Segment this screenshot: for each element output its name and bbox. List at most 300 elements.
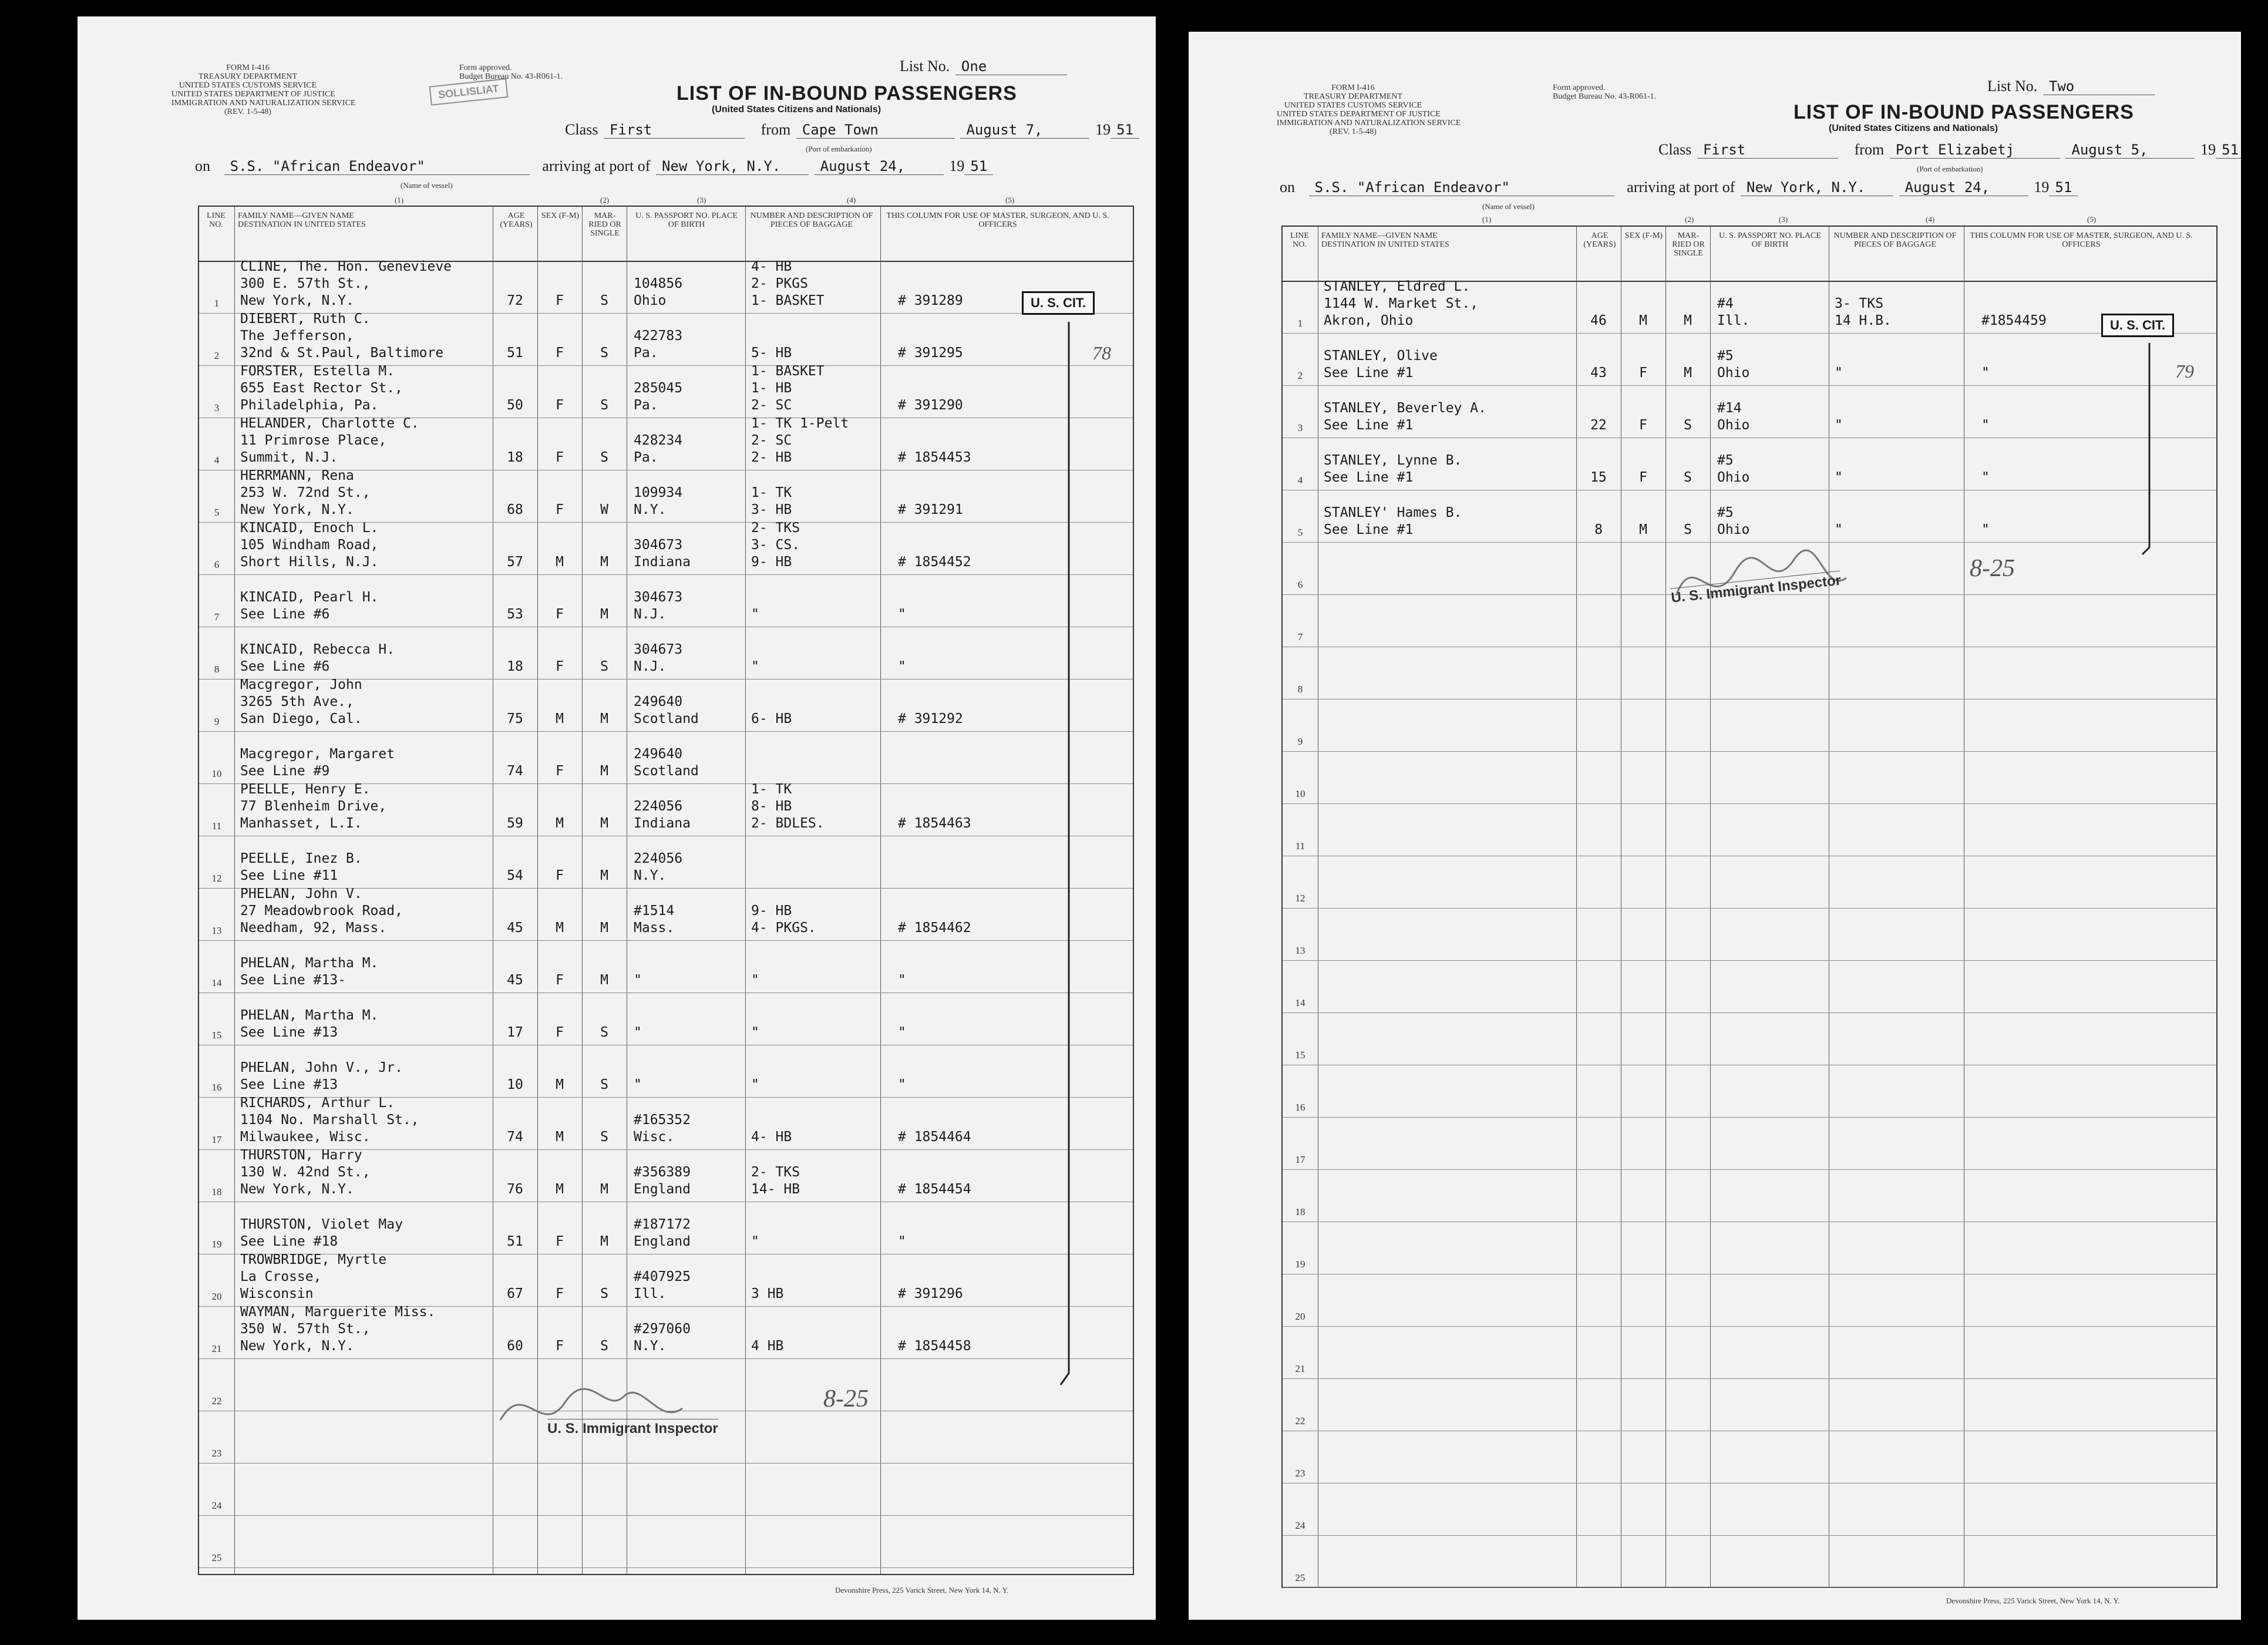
passenger-age: 18 [507,659,523,674]
passenger-name-address: TROWBRIDGE, Myrtle La Crosse, Wisconsin [240,1252,387,1301]
passenger-age: 76 [507,1182,523,1197]
officer-number: " [898,1234,906,1249]
line-number: 16 [1295,1102,1305,1113]
passenger-sex: M [556,1129,564,1145]
col-number: (3) [697,196,706,204]
line-number: 24 [1295,1520,1305,1531]
officer-number: " [1981,365,1990,381]
passport-birthplace: #356389 England [634,1165,691,1197]
line-number: 2 [1297,370,1303,381]
line-number: 4 [1297,475,1303,486]
passport-birthplace: #5 Ohio [1717,505,1750,537]
revision-date: (REV. 1-5-48) [224,107,271,116]
passenger-age: 8 [1594,522,1603,537]
passenger-age: 18 [507,450,523,465]
passenger-sex: F [556,607,564,622]
passport-birthplace: #14 Ohio [1717,401,1750,433]
baggage-description: " [751,1077,759,1092]
passport-birthplace: " [634,973,642,988]
passenger-name-address: KINCAID, Enoch L. 105 Windham Road, Short Hills, N.J. [240,520,379,570]
marital-status: M [1684,365,1692,381]
officer-number: " [898,1025,906,1040]
officer-number: " [898,607,906,622]
passenger-sex: M [556,1182,564,1197]
passenger-name-address: Macgregor, John 3265 5th Ave., San Diego, Cal. [240,677,362,726]
baggage-description: 5- HB [751,345,792,361]
line-number: 7 [1297,631,1303,642]
line-number: 2 [214,350,220,361]
passenger-age: 45 [507,973,523,988]
header-name: FAMILY NAME—GIVEN NAME DESTINATION IN UNITED STATES [1321,231,1449,249]
officer-number: " [898,973,906,988]
passenger-age: 17 [507,1025,523,1040]
line-number: 20 [1295,1311,1305,1322]
passenger-age: 60 [507,1338,523,1354]
form-title: LIST OF IN-BOUND PASSENGERS [1793,101,2134,123]
passenger-name-address: PHELAN, Martha M. See Line #13 [240,1008,379,1040]
passenger-sex: F [1639,365,1647,381]
line-number: 14 [1295,997,1305,1008]
passport-birthplace: 224056 N.Y. [634,851,683,883]
col-number: (2) [1685,215,1694,224]
passport-birthplace: #5 Ohio [1717,348,1750,381]
arrival-year: 51 [2049,179,2078,196]
baggage-description: 6- HB [751,711,792,726]
arriving-label: arriving at port of [1627,179,1735,196]
col-number: (1) [395,196,404,204]
officer-number: # 391289 [898,293,963,308]
passenger-name-address: PHELAN, Martha M. See Line #13- [240,956,379,988]
passenger-sex: M [556,711,564,726]
officer-number: # 391292 [898,711,963,726]
passport-birthplace: 304673 N.J. [634,590,683,622]
officer-check-bracket [78,16,1156,1620]
line-number: 23 [211,1448,222,1459]
baggage-description: " [751,607,759,622]
line-number: 17 [1295,1154,1305,1165]
us-citizen-stamp: U. S. CIT. [2101,314,2174,337]
marital-status: M [600,973,608,988]
passenger-age: 67 [507,1286,523,1301]
header-line-no: LINE NO. [1290,231,1309,249]
officer-number: " [1981,470,1990,485]
line-number: 5 [1297,527,1303,538]
line-number: 16 [211,1082,222,1093]
passenger-age: 43 [1590,365,1607,381]
class-value: First [604,122,745,139]
line-number: 4 [214,455,220,466]
passenger-age: 74 [507,763,523,779]
form-approved: Form approved. [1553,83,1606,92]
officer-number: " [1981,522,1990,537]
line-number: 22 [1295,1415,1305,1427]
officer-number: " [898,659,906,674]
passenger-name-address: WAYMAN, Marguerite Miss. 350 W. 57th St., New York, N.Y. [240,1304,436,1354]
passenger-name-address: STANLEY, Beverley A. See Line #1 [1324,401,1486,433]
passenger-name-address: PEELLE, Inez B. See Line #11 [240,851,362,883]
list-no-label: List No. [1987,78,2038,95]
passenger-age: 15 [1590,470,1607,485]
col-number: (4) [847,196,856,204]
line-number: 10 [211,768,222,779]
passport-birthplace: #187172 England [634,1217,691,1249]
from-label: from [1854,141,1885,158]
line-number: 11 [1295,840,1305,852]
list-no-value: Two [2043,78,2155,95]
inspector-caption: U. S. Immigrant Inspector [547,1419,718,1437]
manifest-sheet [1189,32,2241,1620]
line-number: 13 [211,925,222,936]
passenger-age: 51 [507,345,523,361]
officer-number: # 1854462 [898,920,971,936]
header-age: AGE (YEARS) [1583,231,1616,249]
immigration-service: IMMIGRATION AND NATURALIZATION SERVICE [1277,119,1461,127]
col-number: (5) [2087,215,2097,224]
immigration-service: IMMIGRATION AND NATURALIZATION SERVICE [171,99,356,107]
passenger-age: 10 [507,1077,523,1092]
passport-birthplace: 304673 Indiana [634,537,691,570]
vessel-caption: (Name of vessel) [1482,202,1535,211]
marital-status: S [600,398,608,413]
officer-number: " [1981,418,1990,433]
form-number: FORM I-416 [1331,83,1375,92]
baggage-description: " [751,1025,759,1040]
officer-check-bracket [1189,32,2241,1620]
marital-status: M [600,607,608,622]
form-subtitle: (United States Citizens and Nationals) [1829,123,1998,133]
line-number: 17 [211,1134,222,1145]
passenger-sex: F [1639,418,1647,433]
baggage-description: " [751,659,759,674]
passenger-name-address: PHELAN, John V. 27 Meadowbrook Road, Needham, 92, Mass. [240,886,403,936]
departure-date: August 5, [2065,142,2195,159]
header-sex: SEX (F-M) [541,211,580,220]
baggage-description: " [1835,470,1843,485]
year-prefix: 19 [2034,179,2050,196]
form-number: FORM I-416 [226,63,270,72]
passenger-name-address: KINCAID, Rebecca H. See Line #6 [240,642,395,674]
line-number: 3 [214,402,220,413]
passport-birthplace: 224056 Indiana [634,799,691,831]
passenger-age: 22 [1590,418,1607,433]
passenger-name-address: CLINE, The. Hon. Genevieve 300 E. 57th St., New York, N.Y. [240,259,452,308]
line-number: 24 [211,1500,222,1511]
baggage-description: 4- HB [751,1129,792,1145]
officer-number: # 391296 [898,1286,963,1301]
vessel-caption: (Name of vessel) [401,181,453,190]
class-label: Class [565,121,598,138]
line-number: 3 [1297,422,1303,433]
justice-department: UNITED STATES DEPARTMENT OF JUSTICE [1277,110,1441,119]
line-number: 23 [1295,1468,1305,1479]
passport-birthplace: 109934 N.Y. [634,485,683,517]
line-number: 22 [211,1395,222,1407]
passport-birthplace: 422783 Pa. [634,328,683,361]
officer-number: # 391295 [898,345,963,361]
line-number: 6 [214,559,220,570]
marital-status: M [600,920,608,936]
year-prefix: 19 [949,157,965,174]
passenger-sex: F [556,293,564,308]
line-number: 7 [214,611,220,623]
passenger-sex: F [556,763,564,779]
budget-bureau-no: Budget Bureau No. 43-R061-1. [1553,92,1657,101]
passenger-sex: F [556,1025,564,1040]
arrival-year: 51 [964,158,993,175]
class-label: Class [1658,141,1692,158]
passenger-sex: F [556,659,564,674]
baggage-description: 4- HB 2- PKGS 1- BASKET [751,259,825,308]
passenger-age: 57 [507,554,523,570]
officer-number: # 1854464 [898,1129,971,1145]
embarkation-port: Port Elizabetj [1890,142,2060,159]
class-value: First [1697,142,1838,159]
line-number: 5 [214,507,220,518]
baggage-description: " [751,973,759,988]
passport-birthplace: #407925 Ill. [634,1269,691,1301]
marital-status: M [600,1182,608,1197]
line-number: 18 [211,1186,222,1197]
baggage-description: 2- TKS 3- CS. 9- HB [751,520,800,570]
col-number: (2) [600,196,610,204]
signature-date-note: 8-25 [1970,555,2015,582]
arrival-date: August 24, [815,158,944,175]
passenger-name-address: STANLEY, Olive See Line #1 [1324,348,1438,381]
marital-status: S [600,345,608,361]
header-baggage: NUMBER AND DESCRIPTION OF PIECES OF BAGGAGE [1833,231,1957,249]
line-number: 8 [1297,684,1303,695]
header-married: MAR-RIED OR SINGLE [588,211,621,238]
passenger-age: 53 [507,607,523,622]
margin-tally: 79 [2175,361,2194,382]
marital-status: M [1684,313,1692,328]
header-name: FAMILY NAME—GIVEN NAME DESTINATION IN UNITED STATES [238,211,366,229]
passenger-sex: F [556,1338,564,1354]
passenger-sex: F [556,973,564,988]
arrival-port: New York, N.Y. [656,158,809,175]
arrival-port: New York, N.Y. [1741,179,1893,196]
passenger-sex: M [1639,522,1647,537]
line-number: 25 [1295,1572,1305,1583]
passenger-age: 51 [507,1234,523,1249]
col-number: (3) [1779,215,1788,224]
line-number: 19 [211,1239,222,1250]
marital-status: S [600,1077,608,1092]
passenger-name-address: DIEBERT, Ruth C. The Jefferson, 32nd & St.Paul, Baltimore [240,311,444,361]
passenger-sex: M [1639,313,1647,328]
passenger-name-address: THURSTON, Violet May See Line #18 [240,1217,403,1249]
margin-tally: 78 [1092,342,1111,364]
baggage-description: " [1835,522,1843,537]
line-number: 15 [211,1030,222,1041]
passenger-sex: F [556,1286,564,1301]
passenger-sex: F [556,1234,564,1249]
passenger-sex: F [556,502,564,517]
passenger-sex: F [1639,470,1647,485]
budget-bureau-no: Budget Bureau No. 43-R061-1. [459,72,563,81]
passenger-name-address: STANLEY, Eldred L. 1144 W. Market St., Akron, Ohio [1324,279,1479,328]
passport-birthplace: 428234 Pa. [634,433,683,465]
passenger-name-address: STANLEY' Hames B. See Line #1 [1324,505,1462,537]
passport-birthplace: #4 Ill. [1717,296,1750,328]
treasury-department: TREASURY DEPARTMENT [1303,92,1403,101]
on-label: on [195,157,210,174]
passenger-name-address: RICHARDS, Arthur L. 1104 No. Marshall St., Milwaukee, Wisc. [240,1095,419,1145]
departure-year: 51 [1111,122,1139,139]
line-number: 10 [1295,788,1305,799]
marital-status: M [600,1234,608,1249]
passenger-age: 68 [507,502,523,517]
passenger-age: 50 [507,398,523,413]
passenger-sex: F [556,398,564,413]
marital-status: S [1684,418,1692,433]
passenger-name-address: STANLEY, Lynne B. See Line #1 [1324,453,1462,485]
passenger-sex: F [556,450,564,465]
line-number: 14 [211,977,222,988]
line-number: 12 [1295,893,1305,904]
col-number: (4) [1926,215,1935,224]
line-number: 9 [1297,736,1303,747]
port-embarkation-caption: (Port of embarkation) [806,144,872,153]
line-number: 25 [211,1552,222,1563]
form-title: LIST OF IN-BOUND PASSENGERS [677,82,1017,105]
customs-stamp: SOLLISLIAT [429,78,508,106]
baggage-description: 3 HB [751,1286,784,1301]
inspector-caption: U. S. Immigrant Inspector [1670,571,1842,607]
header-officers: THIS COLUMN FOR USE OF MASTER, SURGEON, AND U. S. OFFICERS [886,211,1109,229]
arriving-label: arriving at port of [542,157,651,174]
line-number: 1 [1297,318,1303,329]
year-prefix: 19 [1095,121,1111,138]
marital-status: S [600,293,608,308]
officer-number: # 1854463 [898,816,971,831]
officer-number: #1854459 [1981,313,2047,328]
line-number: 19 [1295,1259,1305,1270]
header-officers: THIS COLUMN FOR USE OF MASTER, SURGEON, AND U. S. OFFICERS [1970,231,2193,249]
customs-service: UNITED STATES CUSTOMS SERVICE [179,81,317,90]
line-number: 8 [214,664,220,675]
list-no-label: List No. [900,58,950,75]
form-approved: Form approved. [459,63,512,72]
baggage-description: " [751,1234,759,1249]
us-citizen-stamp: U. S. CIT. [1022,291,1095,315]
passenger-sex: M [556,816,564,831]
passenger-sex: M [556,1077,564,1092]
manifest-sheet [78,16,1156,1620]
baggage-description: " [1835,365,1843,381]
baggage-description: " [1835,418,1843,433]
passenger-name-address: THURSTON, Harry 130 W. 42nd St., New York, N.Y. [240,1148,371,1197]
marital-status: S [1684,522,1692,537]
col-number: (5) [1005,196,1015,204]
line-number: 20 [211,1291,222,1302]
passenger-age: 74 [507,1129,523,1145]
departure-year: 51 [2216,142,2241,159]
line-number: 11 [211,820,222,832]
marital-status: M [600,868,608,883]
baggage-description: 9- HB 4- PKGS. [751,903,816,936]
marital-status: W [600,502,608,517]
on-label: on [1280,179,1295,196]
passport-birthplace: " [634,1077,642,1092]
officer-number: # 1854454 [898,1182,971,1197]
header-passport: U. S. PASSPORT NO. PLACE OF BIRTH [635,211,738,229]
passport-birthplace: #297060 N.Y. [634,1321,691,1354]
marital-status: S [600,1129,608,1145]
line-number: 21 [211,1343,222,1354]
marital-status: M [600,763,608,779]
marital-status: M [600,816,608,831]
passenger-sex: M [556,554,564,570]
baggage-description: 1- TK 8- HB 2- BDLES. [751,782,825,831]
header-married: MAR-RIED OR SINGLE [1672,231,1705,258]
col-number: (1) [1482,215,1492,224]
year-prefix: 19 [2200,141,2216,158]
header-age: AGE (YEARS) [500,211,533,229]
marital-status: S [600,450,608,465]
list-no-value: One [955,58,1067,75]
treasury-department: TREASURY DEPARTMENT [198,72,298,81]
baggage-description: 1- TK 1-Pelt 2- SC 2- HB [751,416,849,465]
officer-number: # 1854453 [898,450,971,465]
line-number: 9 [214,716,220,727]
passport-birthplace: 104856 Ohio [634,276,683,308]
from-label: from [761,121,791,138]
passenger-age: 75 [507,711,523,726]
passenger-name-address: HELANDER, Charlotte C. 11 Primrose Place, Summit, N.J. [240,416,419,465]
passenger-age: 72 [507,293,523,308]
printer-footer: Devonshire Press, 225 Varick Street, New York 14, N. Y. [835,1586,1009,1594]
passenger-name-address: PEELLE, Henry E. 77 Blenheim Drive, Manhasset, L.I. [240,782,387,831]
passport-birthplace: 285045 Pa. [634,381,683,413]
baggage-description: 1- TK 3- HB [751,485,792,517]
justice-department: UNITED STATES DEPARTMENT OF JUSTICE [171,90,335,99]
line-number: 21 [1295,1363,1305,1374]
embarkation-port: Cape Town [796,122,955,139]
line-number: 13 [1295,945,1305,956]
marital-status: S [600,1286,608,1301]
passenger-age: 54 [507,868,523,883]
passenger-name-address: Macgregor, Margaret See Line #9 [240,746,395,779]
passenger-sex: F [556,345,564,361]
header-baggage: NUMBER AND DESCRIPTION OF PIECES OF BAGGAGE [750,211,873,229]
baggage-description: 2- TKS 14- HB [751,1165,800,1197]
passport-birthplace: " [634,1025,642,1040]
passenger-age: 46 [1590,313,1607,328]
passenger-name-address: FORSTER, Estella M. 655 East Rector St., Philadelphia, Pa. [240,364,403,413]
printer-footer: Devonshire Press, 225 Varick Street, New York 14, N. Y. [1946,1596,2120,1605]
vessel-name: S.S. "African Endeavor" [224,158,530,175]
line-number: 15 [1295,1049,1305,1061]
marital-status: S [600,1338,608,1354]
port-embarkation-caption: (Port of embarkation) [1917,164,1983,173]
departure-date: August 7, [960,122,1089,139]
passenger-name-address: KINCAID, Pearl H. See Line #6 [240,590,379,622]
marital-status: M [600,554,608,570]
signature-date-note: 8-25 [823,1385,869,1412]
marital-status: S [600,1025,608,1040]
header-line-no: LINE NO. [207,211,226,229]
officer-number: # 391290 [898,398,963,413]
vessel-name: S.S. "African Endeavor" [1309,179,1614,196]
passenger-name-address: PHELAN, John V., Jr. See Line #13 [240,1060,403,1092]
line-number: 12 [211,873,222,884]
marital-status: S [600,659,608,674]
baggage-description: 3- TKS 14 H.B. [1835,296,1892,328]
marital-status: S [1684,470,1692,485]
form-subtitle: (United States Citizens and Nationals) [712,105,881,115]
passenger-name-address: HERRMANN, Rena 253 W. 72nd St., New York, N.Y. [240,468,371,517]
